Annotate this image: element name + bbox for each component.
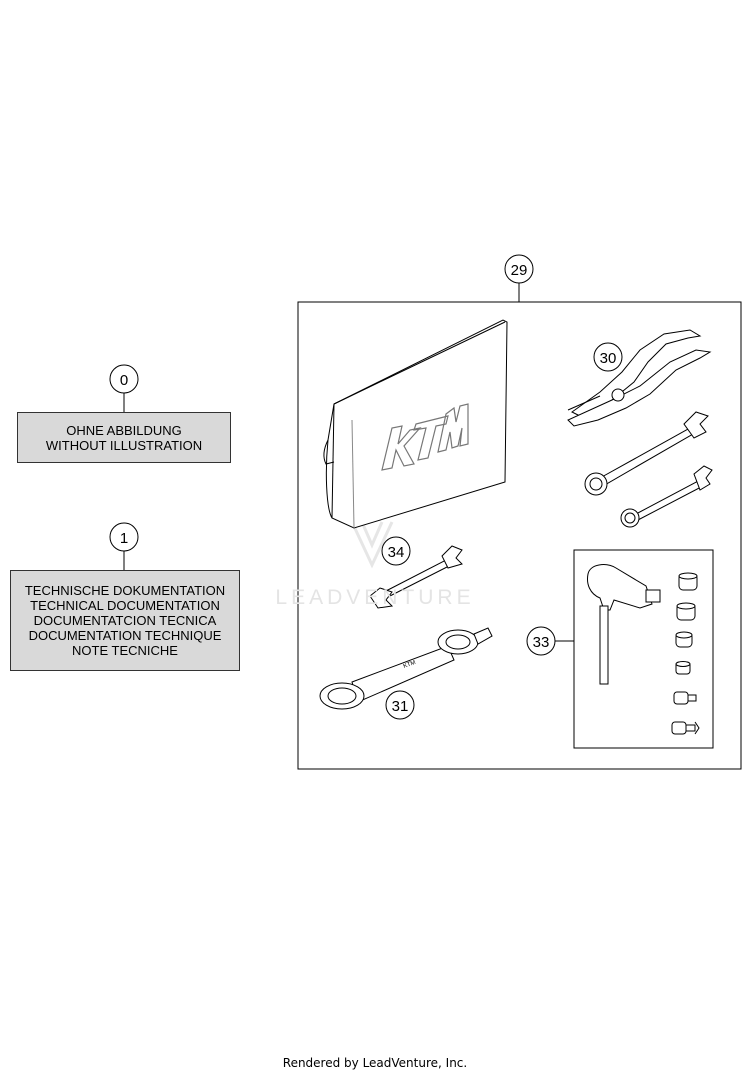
callout-1-label: 1 xyxy=(119,530,129,547)
bit-4[interactable] xyxy=(676,662,690,675)
bit-socket-1[interactable] xyxy=(679,573,697,590)
label-1-line-4: DOCUMENTATION TECHNIQUE xyxy=(28,628,222,643)
combination-wrench-small[interactable] xyxy=(621,466,712,527)
callout-33-label: 33 xyxy=(532,634,550,651)
callout-34[interactable] xyxy=(382,537,410,565)
callout-29-label: 29 xyxy=(510,262,528,279)
label-1-line-5: NOTE TECNICHE xyxy=(72,643,178,658)
callout-30-label: 30 xyxy=(599,350,617,367)
bit-socket-3[interactable] xyxy=(676,632,692,647)
combination-wrench-large[interactable] xyxy=(585,412,708,495)
label-0-line-1: OHNE ABBILDUNG xyxy=(66,422,182,438)
watermark-text: LEADVENTURE xyxy=(275,586,475,609)
callout-29[interactable] xyxy=(505,255,533,302)
bit-5[interactable] xyxy=(674,692,696,704)
svg-text:KTM: KTM xyxy=(402,659,417,670)
callout-31-label: 31 xyxy=(391,698,409,715)
callout-34-label: 34 xyxy=(387,544,405,561)
label-0-line-2: WITHOUT ILLUSTRATION xyxy=(45,437,203,453)
tool-bag[interactable] xyxy=(324,320,507,528)
bit-socket-2[interactable] xyxy=(677,603,695,620)
label-1-line-3: DOCUMENTATCION TECNICA xyxy=(33,613,217,628)
callout-0[interactable] xyxy=(110,365,138,412)
bit-6[interactable] xyxy=(672,722,699,734)
label-without-illustration xyxy=(17,412,231,463)
callout-1[interactable] xyxy=(110,523,138,570)
label-technical-documentation xyxy=(10,570,240,671)
footer-credit: Rendered by LeadVenture, Inc. xyxy=(282,1056,468,1070)
callout-30[interactable] xyxy=(594,343,622,371)
label-1-line-1: TECHNISCHE DOKUMENTATION xyxy=(24,583,226,598)
callout-33[interactable] xyxy=(527,627,574,655)
label-1-line-2: TECHNICAL DOCUMENTATION xyxy=(30,598,220,613)
callout-31[interactable] xyxy=(386,691,414,719)
callout-0-label: 0 xyxy=(119,372,129,389)
t-handle-driver[interactable] xyxy=(588,565,661,684)
pliers[interactable] xyxy=(568,330,710,426)
